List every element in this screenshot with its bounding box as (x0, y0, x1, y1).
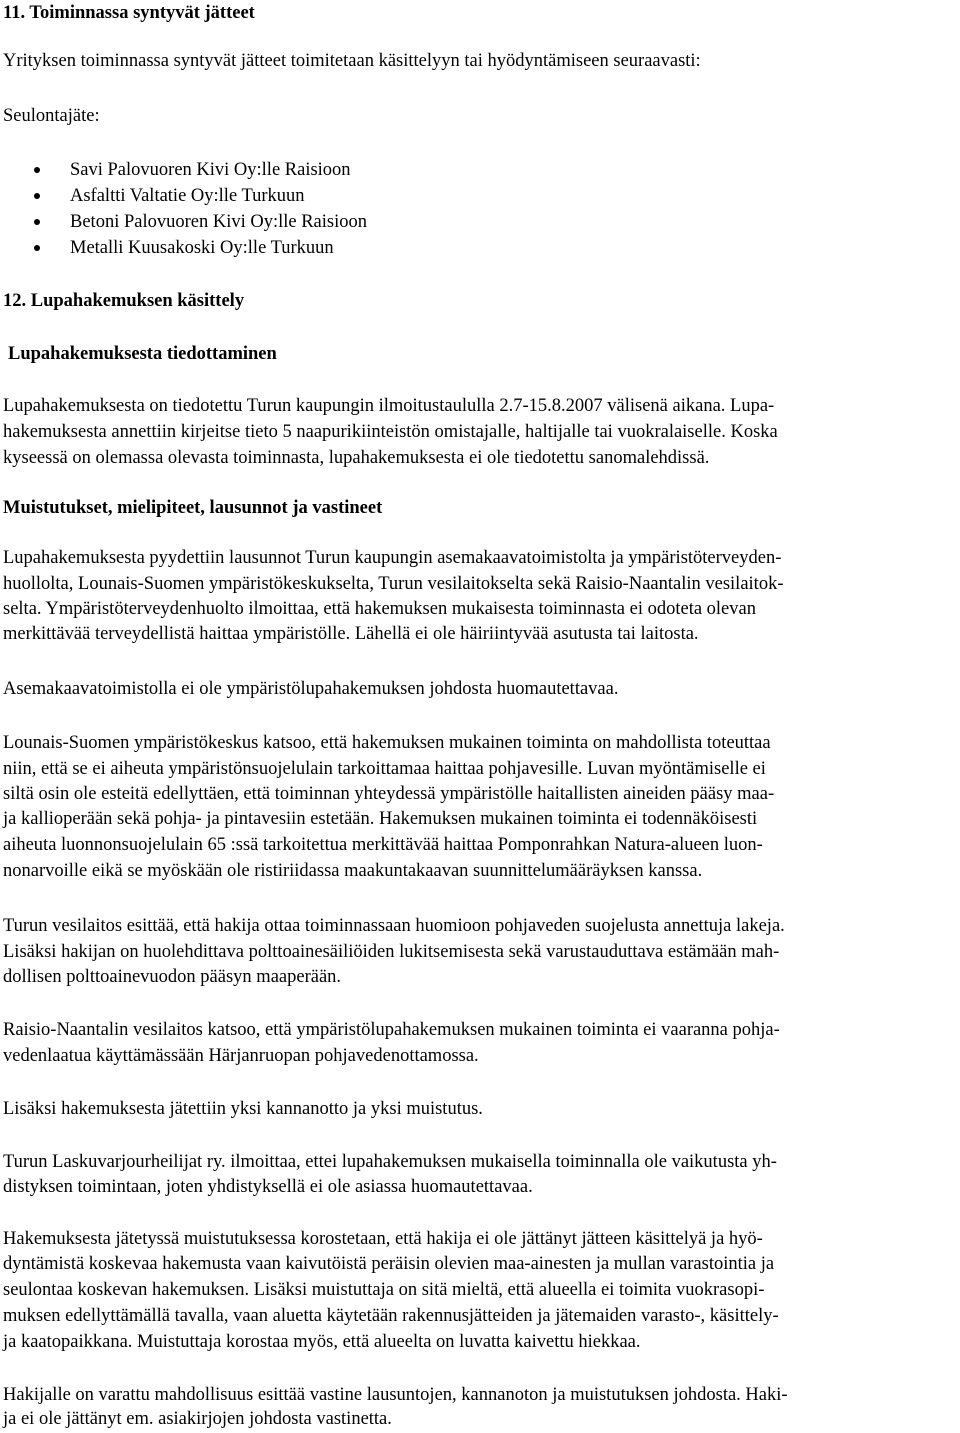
bullet-icon (34, 245, 40, 251)
paragraph-line: dollisen polttoainevuodon pääsyn maaperään. (3, 967, 342, 987)
paragraph-line: Lisäksi hakemuksesta jätettiin yksi kannanotto ja yksi muistutus. (3, 1099, 483, 1119)
list-item: Metalli Kuusakoski Oy:lle Turkuun (70, 238, 334, 258)
paragraph-line: siltä osin ole esteitä edellyttäen, että toiminnan yhteydessä ympäristölle haitallisten aineiden pääsy maa- (3, 784, 775, 804)
paragraph-line: niin, että se ei aiheuta ympäristönsuojelulain tarkoittamaa haittaa pohjavesille. Luvan myöntämiselle ei (3, 759, 766, 779)
list-item: Asfaltti Valtatie Oy:lle Turkuun (70, 186, 305, 206)
paragraph-line: huollolta, Lounais-Suomen ympäristökeskukselta, Turun vesilaitokselta sekä Raisio-Naantalin vesilaitok- (3, 574, 784, 594)
bullet-icon (34, 167, 40, 173)
section-11-heading: 11. Toiminnassa syntyvät jätteet (3, 3, 255, 23)
list-item: Savi Palovuoren Kivi Oy:lle Raisioon (70, 160, 351, 180)
paragraph-line: aiheuta luonnonsuojelulain 65 :ssä tarkoitettua merkittävää haittaa Pomponrahkan Natura-alueen luon- (3, 835, 763, 855)
paragraph-line: Raisio-Naantalin vesilaitos katsoo, että ympäristölupahakemuksen mukainen toiminta ei vaaranna pohja- (3, 1020, 780, 1040)
list-label: Seulontajäte: (3, 106, 100, 126)
paragraph-line: ja kaatopaikkana. Muistuttaja korostaa myös, että alueelta on luvatta kaivettu hiekkaa. (3, 1332, 641, 1352)
paragraph-line: nonarvoille eikä se myöskään ole ristiriidassa maakuntakaavan suunnittelumääräyksen kanssa. (3, 861, 703, 881)
paragraph-line: ja kallioperään sekä pohja- ja pintavesiin estetään. Hakemuksen mukainen toiminta ei todennäköisesti (3, 809, 758, 829)
paragraph-line: kyseessä on olemassa olevasta toiminnasta, lupahakemuksesta ei ole tiedotettu sanomalehdissä. (3, 448, 710, 468)
paragraph-line: vedenlaatua käyttämässään Härjanruopan pohjavedenottamossa. (3, 1046, 479, 1066)
section-12-heading: 12. Lupahakemuksen käsittely (3, 291, 245, 311)
paragraph-line: Lupahakemuksesta pyydettiin lausunnot Turun kaupungin asemakaavatoimistolta ja ympäristöterveyden- (3, 548, 782, 568)
paragraph-line: dyntämistä koskevaa hakemusta vaan kaivutöistä peräisin olevien maa-ainesten ja mullan varastointia ja (3, 1254, 775, 1274)
paragraph-line: seulontaa koskevan hakemuksen. Lisäksi muistuttaja on sitä mieltä, että alueella ei toimita vuokrasopi- (3, 1280, 765, 1300)
paragraph-line: Lisäksi hakijan on huolehdittava polttoainesäiliöiden lukitsemisesta sekä varustauduttava estämään mah- (3, 942, 780, 962)
subheading-notification: Lupahakemuksesta tiedottaminen (8, 344, 277, 364)
paragraph-line: distyksen toimintaan, joten yhdistyksellä ei ole asiassa huomautettavaa. (3, 1177, 533, 1197)
paragraph-line: Hakijalle on varattu mahdollisuus esittää vastine lausuntojen, kannanoton ja muistutuksen johdosta. Haki- (3, 1385, 788, 1405)
bullet-icon (34, 219, 40, 225)
paragraph-line: Lounais-Suomen ympäristökeskus katsoo, että hakemuksen mukainen toiminta on mahdollista toteuttaa (3, 733, 771, 753)
paragraph-line: hakemuksesta annettiin kirjeitse tieto 5 naapurikiinteistön omistajalle, haltijalle tai vuokralaiselle. Koska (3, 422, 778, 442)
bullet-icon (34, 193, 40, 199)
paragraph-line: muksen edellyttämällä tavalla, vaan aluetta käytetään rakennusjätteiden ja jätemaiden varasto-, käsittely- (3, 1306, 779, 1326)
subheading-statements: Muistutukset, mielipiteet, lausunnot ja vastineet (3, 498, 383, 518)
paragraph-line: Hakemuksesta jätetyssä muistutuksessa korostetaan, että hakija ei ole jättänyt jätteen käsittelyä ja hyö- (3, 1229, 763, 1249)
paragraph-line: selta. Ympäristöterveydenhuolto ilmoittaa, että hakemuksen mukaisesta toiminnasta ei odoteta olevan (3, 599, 756, 619)
section-11-intro: Yrityksen toiminnassa syntyvät jätteet toimitetaan käsittelyyn tai hyödyntämiseen seuraavasti: (3, 51, 701, 71)
paragraph-line: Asemakaavatoimistolla ei ole ympäristölupahakemuksen johdosta huomautettavaa. (3, 679, 619, 699)
paragraph-line: ja ei ole jättänyt em. asiakirjojen johdosta vastinetta. (3, 1409, 392, 1429)
paragraph-line: merkittävää terveydellistä haittaa ympäristölle. Lähellä ei ole häiriintyvää asutusta tai laitosta. (3, 624, 699, 644)
paragraph-line: Turun Laskuvarjourheilijat ry. ilmoittaa, ettei lupahakemuksen mukaisella toiminnalla ole vaikutusta yh- (3, 1152, 777, 1172)
paragraph-line: Turun vesilaitos esittää, että hakija ottaa toiminnassaan huomioon pohjaveden suojelusta annettuja lakeja. (3, 916, 785, 936)
paragraph-line: Lupahakemuksesta on tiedotettu Turun kaupungin ilmoitustaululla 2.7-15.8.2007 välisenä aikana. Lupa- (3, 396, 775, 416)
list-item: Betoni Palovuoren Kivi Oy:lle Raisioon (70, 212, 368, 232)
